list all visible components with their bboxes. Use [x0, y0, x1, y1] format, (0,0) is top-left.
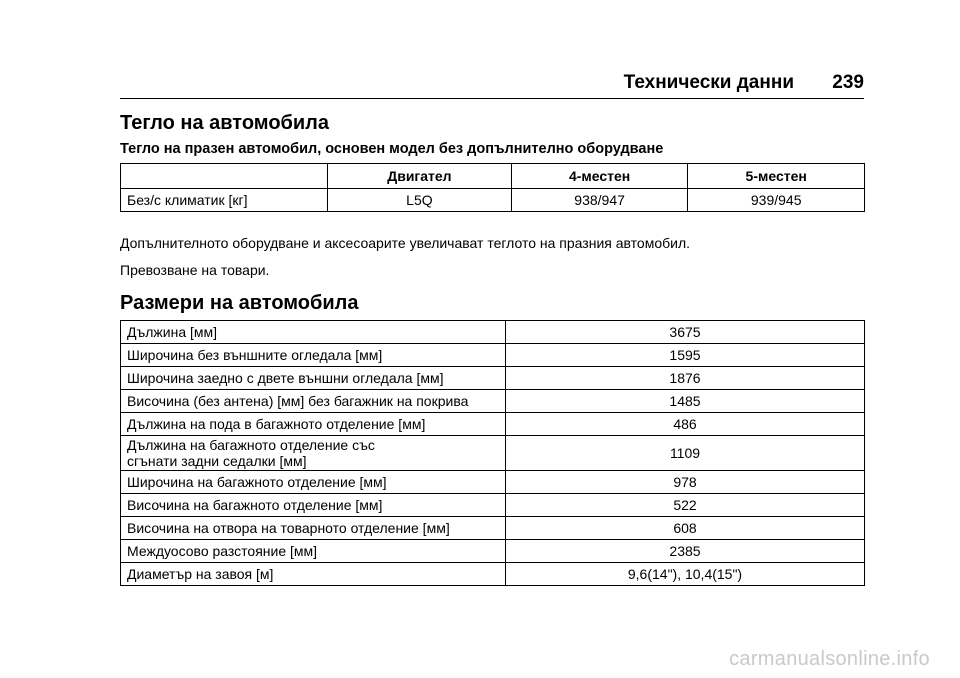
dimensions-heading: Размери на автомобила: [120, 292, 359, 314]
dimensions-table: [120, 320, 865, 586]
table-row: [121, 189, 865, 212]
table-row: [121, 390, 865, 413]
page-number: 239: [832, 72, 864, 93]
weight-note: Допълнителното оборудване и аксесоарите увеличават теглото на празния автомобил.: [120, 235, 691, 251]
dim-label: Широчина без външните огледала [мм]: [121, 344, 506, 367]
dim-label: Височина (без антена) [мм] без багажник на покрива: [121, 390, 506, 413]
dim-value: 486: [506, 413, 865, 436]
weight-row-5seat: 939/945: [688, 189, 865, 212]
weight-header-4seat: 4-местен: [511, 164, 688, 189]
dim-value: 608: [506, 517, 865, 540]
weight-row-4seat: 938/947: [511, 189, 688, 212]
dim-value: 3675: [506, 321, 865, 344]
table-row: [121, 517, 865, 540]
dim-label: Дължина [мм]: [121, 321, 506, 344]
weight-row-engine: L5Q: [328, 189, 512, 212]
weight-header-empty: [121, 164, 328, 189]
table-row: [121, 413, 865, 436]
dim-label: Дължина на пода в багажното отделение [мм]: [121, 413, 506, 436]
weight-header-5seat: 5-местен: [688, 164, 865, 189]
table-row: [121, 540, 865, 563]
dim-value: 9,6(14"), 10,4(15"): [506, 563, 865, 586]
dim-label: Дължина на багажното отделение със сгънати задни седалки [мм]: [121, 436, 506, 471]
cargo-note: Превозване на товари.: [120, 262, 270, 278]
section-title: Технически данни: [623, 72, 794, 93]
table-row: [121, 563, 865, 586]
dim-label: Височина на отвора на товарното отделение [мм]: [121, 517, 506, 540]
table-row: [121, 471, 865, 494]
weight-header-engine: Двигател: [328, 164, 512, 189]
dim-label: Диаметър на завоя [м]: [121, 563, 506, 586]
weight-subheading: Тегло на празен автомобил, основен модел без допълнително оборудване: [120, 141, 664, 157]
dim-label: Височина на багажното отделение [мм]: [121, 494, 506, 517]
table-row: [121, 436, 865, 471]
table-row: [121, 321, 865, 344]
dim-label: Широчина на багажното отделение [мм]: [121, 471, 506, 494]
weight-row-label: Без/с климатик [кг]: [121, 189, 328, 212]
page-header: [120, 68, 864, 99]
dim-value: 1876: [506, 367, 865, 390]
dim-label: Междуосово разстояние [мм]: [121, 540, 506, 563]
weight-table-header-row: [121, 164, 865, 189]
watermark: carmanualsonline.info: [729, 648, 930, 670]
table-row: [121, 367, 865, 390]
weight-heading: Тегло на автомобила: [120, 112, 330, 134]
dim-value: 1109: [506, 436, 865, 471]
dim-label: Широчина заедно с двете външни огледала [мм]: [121, 367, 506, 390]
dim-value: 978: [506, 471, 865, 494]
dim-value: 522: [506, 494, 865, 517]
weight-table: [120, 163, 865, 212]
dim-value: 1595: [506, 344, 865, 367]
dim-value: 1485: [506, 390, 865, 413]
table-row: [121, 344, 865, 367]
dim-value: 2385: [506, 540, 865, 563]
table-row: [121, 494, 865, 517]
